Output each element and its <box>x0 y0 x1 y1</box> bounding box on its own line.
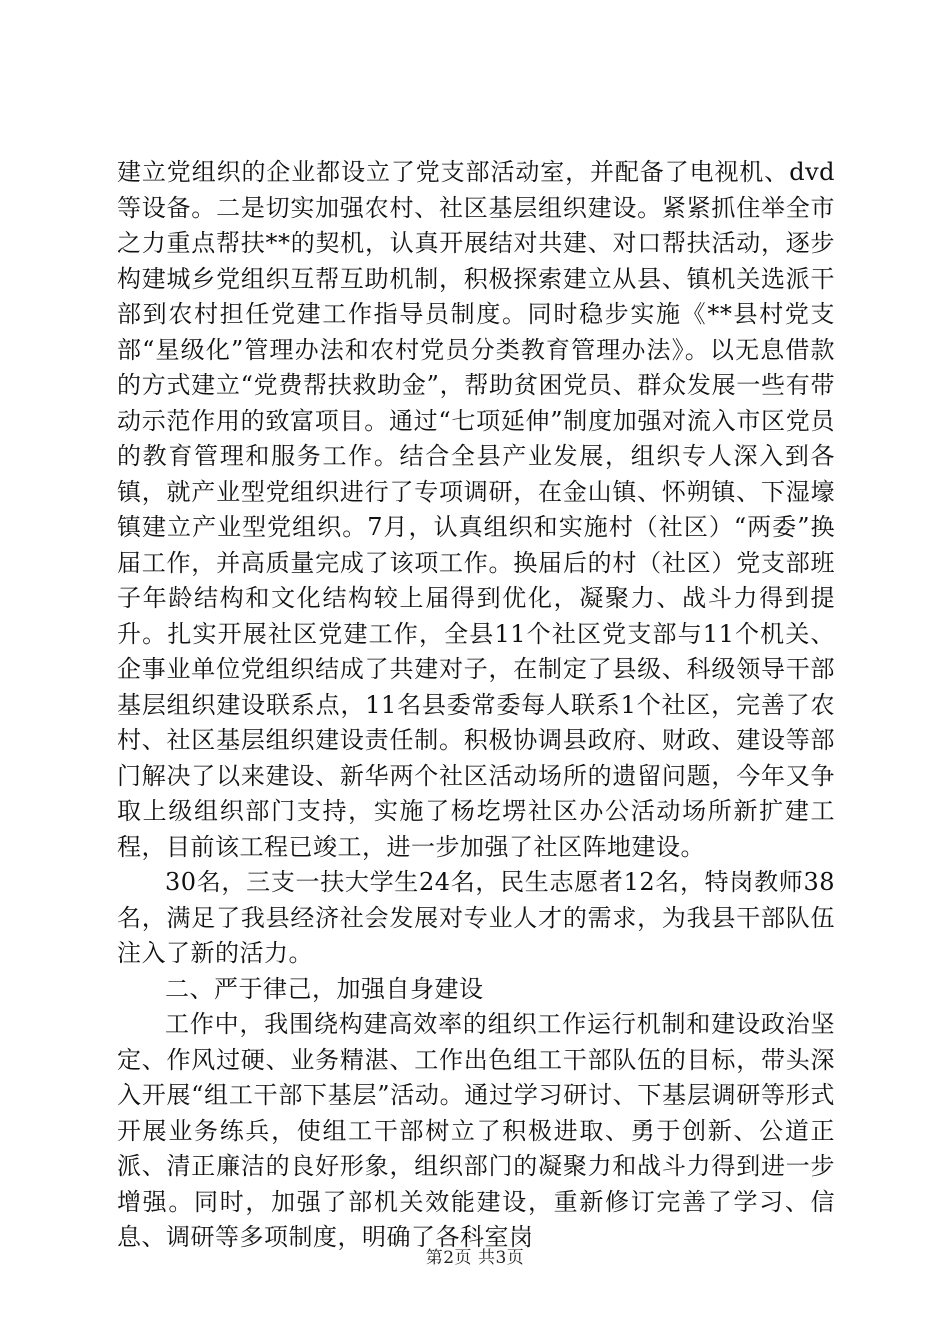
paragraph-talent-recruitment: 30名，三支一扶大学生24名，民生志愿者12名，特岗教师38名，满足了我县经济社会发展对专业人才的需求，为我县干部队伍注入了新的活力。 <box>117 868 835 967</box>
document-body <box>117 155 835 1256</box>
paragraph-self-building: 工作中，我围绕构建高效率的组织工作运行机制和建设政治坚定、作风过硬、业务精湛、工作出色组工干部队伍的目标，带头深入开展“组工干部下基层”活动。通过学习研讨、下基层调研等形式开展业务练兵，使组工干部树立了积极进取、勇于创新、公道正派、清正廉洁的良好形象，组织部门的凝聚力和战斗力得到进一步增强。同时，加强了部机关效能建设，重新修订完善了学习、信息、调研等多项制度，明确了各科室岗 <box>117 1010 835 1251</box>
page-footer: 第2页 共3页 <box>425 1248 525 1268</box>
section-heading: 二、严于律己，加强自身建设 <box>165 974 484 1003</box>
paragraph-party-building: 建立党组织的企业都设立了党支部活动室，并配备了电视机、dvd等设备。二是切实加强农村、社区基层组织建设。紧紧抓住举全市之力重点帮扶**的契机，认真开展结对共建、对口帮扶活动，逐步构建城乡党组织互帮互助机制，积极探索建立从县、镇机关选派干部到农村担任党建工作指导员制度。同时稳步实施《**县村党支部“星级化”管理办法和农村党员分类教育管理办法》。以无息借款的方式建立“党费帮扶救助金”，帮助贫困党员、群众发展一些有带动示范作用的致富项目。通过“七项延伸”制度加强对流入市区党员的教育管理和服务工作。结合全县产业发展，组织专人深入到各镇，就产业型党组织进行了专项调研，在金山镇、怀朔镇、下湿壕镇建立产业型党组织。7月，认真组织和实施村（社区）“两委”换届工作，并高质量完成了该项工作。换届后的村（社区）党支部班子年龄结构和文化结构较上届得到优化，凝聚力、战斗力得到提升。扎实开展社区党建工作，全县11个社区党支部与11个机关、企事业单位党组织结成了共建对子，在制定了县级、科级领导干部基层组织建设联系点，11名县委常委每人联系1个社区，完善了农村、社区基层组织建设责任制。积极协调县政府、财政、建设等部门解决了以来建设、新华两个社区活动场所的遗留问题，今年又争取上级组织部门支持，实施了杨圪塄社区办公活动场所新扩建工程，目前该工程已竣工，进一步加强了社区阵地建设。 <box>117 158 835 861</box>
